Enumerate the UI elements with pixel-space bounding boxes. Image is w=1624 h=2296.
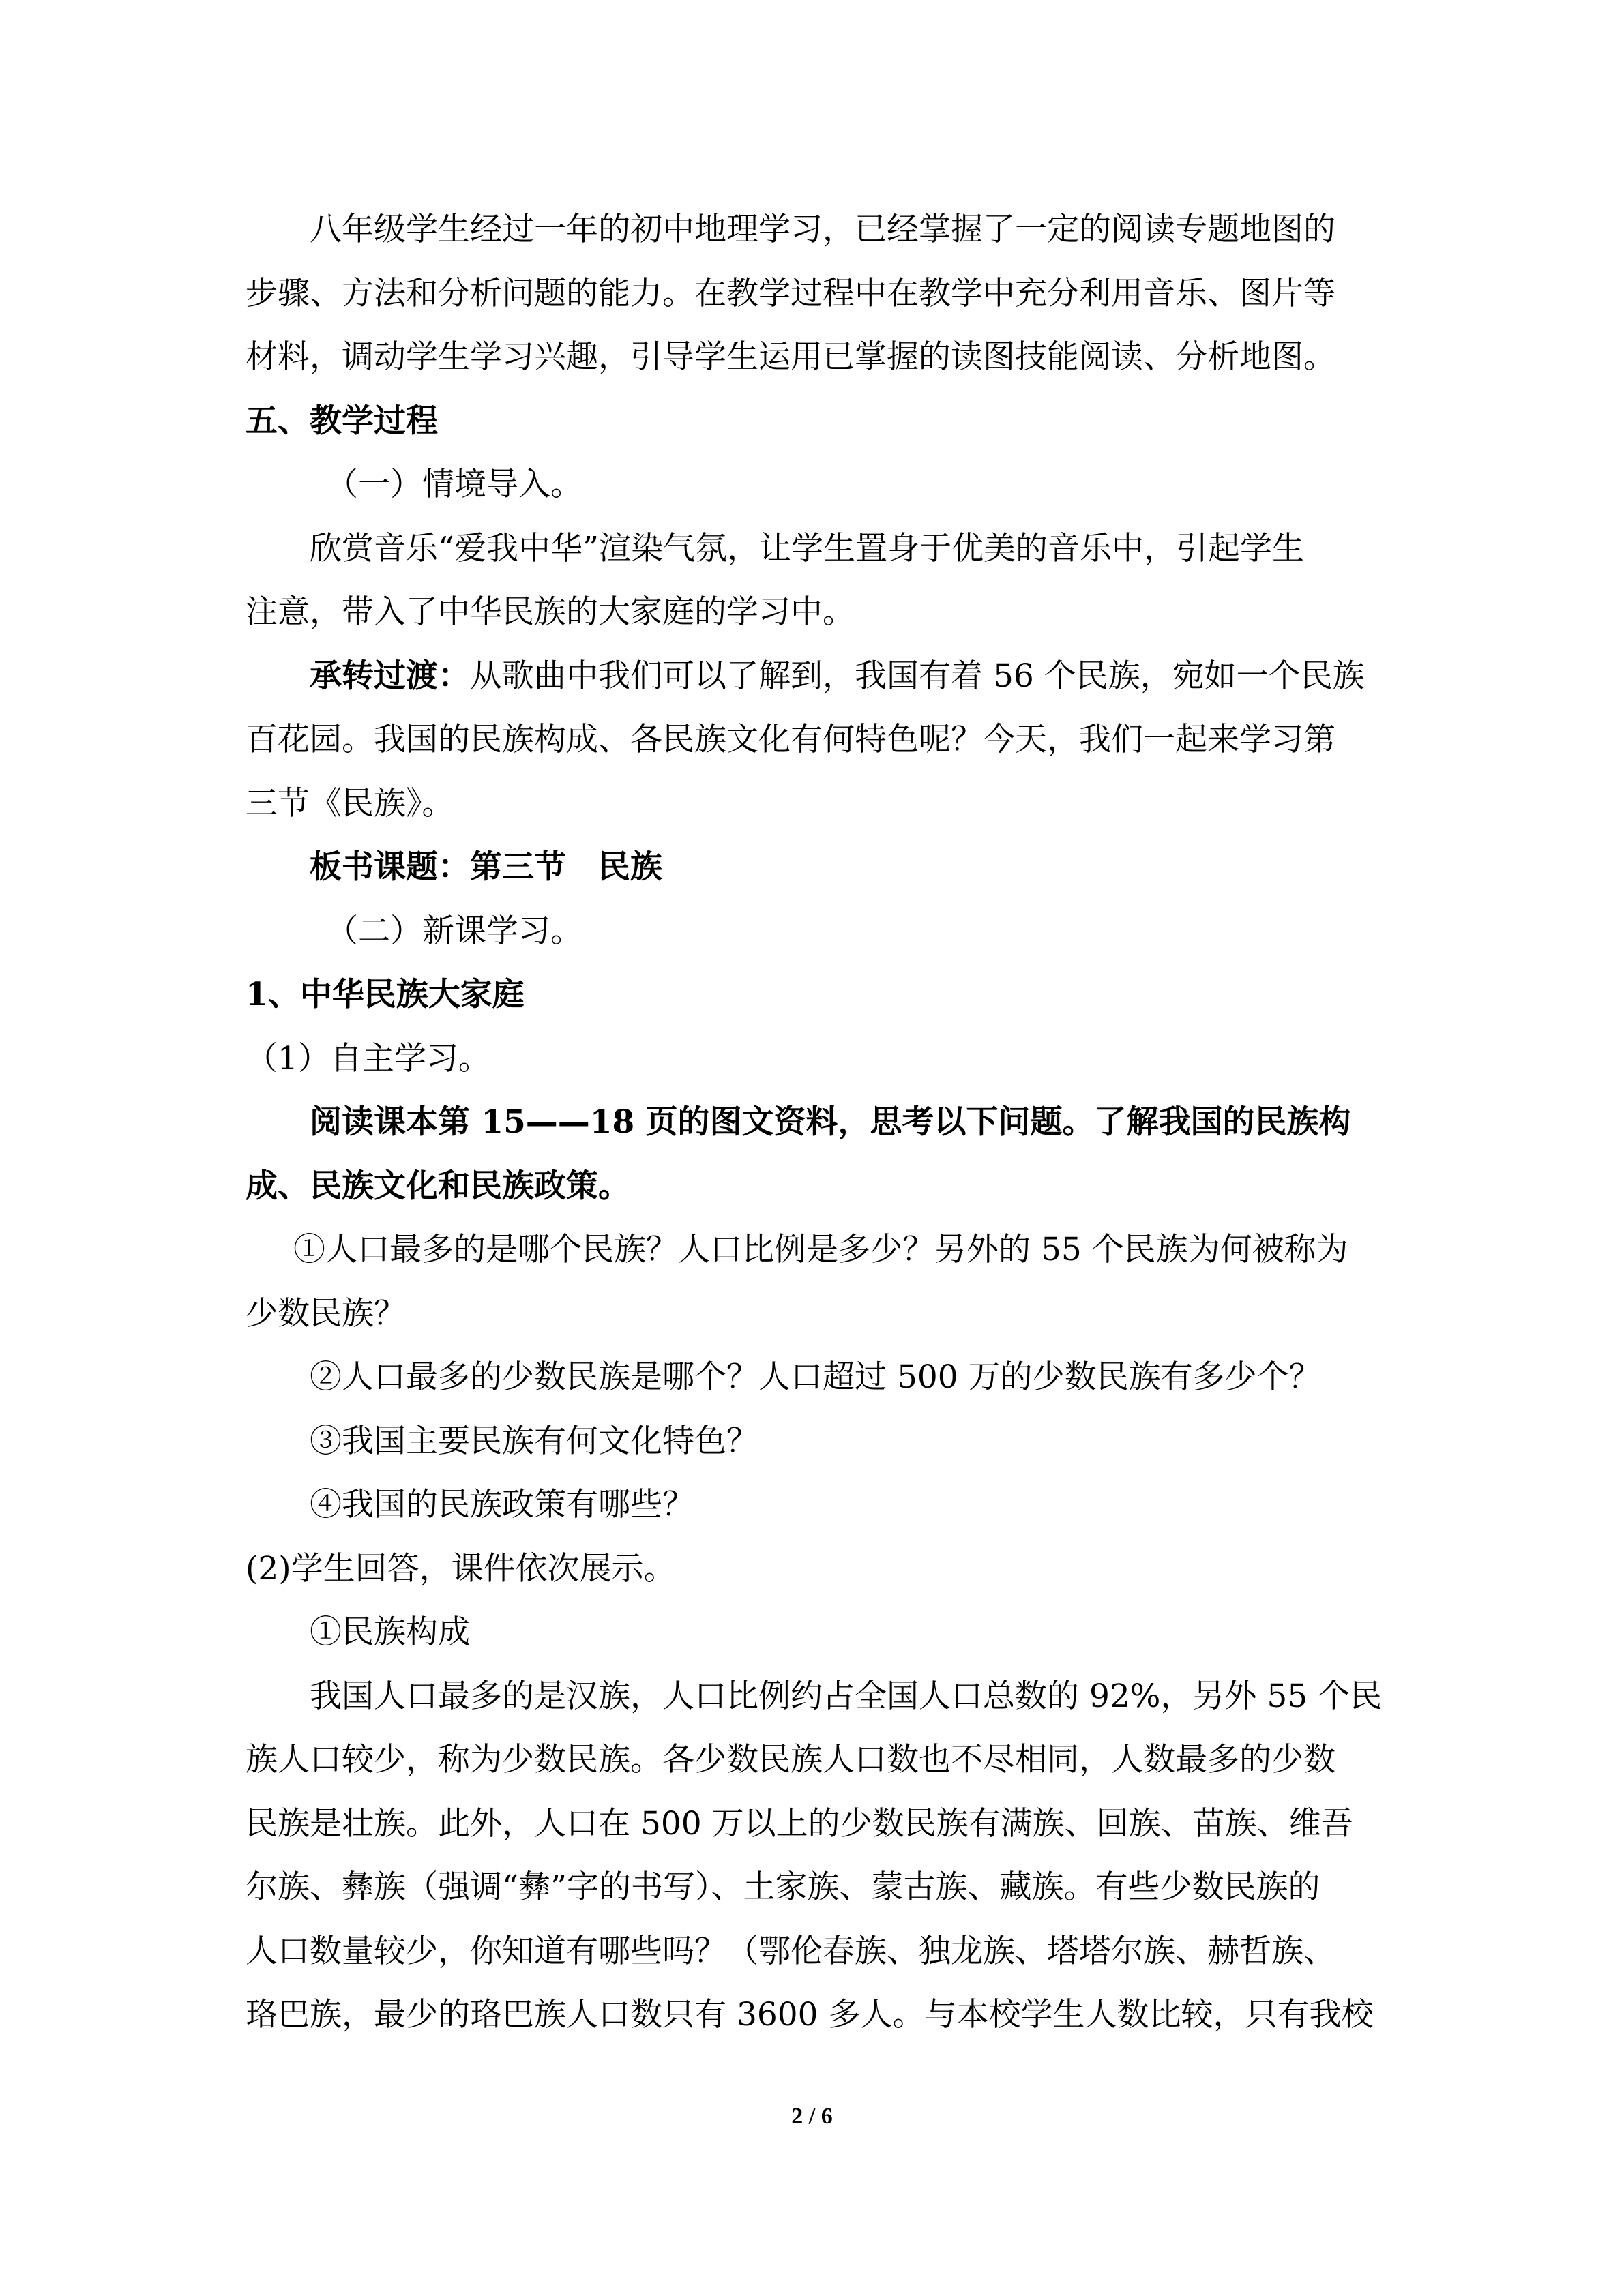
paragraph-line: 珞巴族，最少的珞巴族人口数只有 3600 多人。与本校学生人数比较，只有我校: [246, 1996, 1374, 2033]
step-label: (2)学生回答，课件依次展示。: [246, 1549, 676, 1587]
paragraph-line: 三节《民族》。: [246, 784, 454, 822]
section-heading: 五、教学过程: [246, 402, 438, 440]
transition-text: 从歌曲中我们可以了解到，我国有着 56 个民族，宛如一个民族: [470, 657, 1365, 695]
paragraph-line: 百花园。我国的民族构成、各民族文化有何特色呢？今天，我们一起来学习第: [246, 721, 1335, 758]
task-line: 阅读课本第 15——18 页的图文资料，思考以下问题。了解我国的民族构: [310, 1103, 1351, 1141]
paragraph-line: 我国人口最多的是汉族，人口比例约占全国人口总数的 92%，另外 55 个民: [310, 1677, 1383, 1715]
paragraph-line: 族人口较少，称为少数民族。各少数民族人口数也不尽相同，人数最多的少数: [246, 1741, 1335, 1778]
question-item: ③我国主要民族有何文化特色？: [310, 1422, 758, 1460]
paragraph-line: 欣赏音乐“爱我中华”渲染气氛，让学生置身于优美的音乐中，引起学生: [310, 529, 1305, 567]
task-line: 成、民族文化和民族政策。: [246, 1167, 630, 1205]
paragraph-line: [246, 644, 1378, 709]
paragraph-line: 八年级学生经过一年的初中地理学习，已经掌握了一定的阅读专题地图的: [310, 211, 1335, 248]
board-title: 板书课题：第三节 民族: [310, 848, 662, 886]
subtopic-label: ①民族构成: [310, 1613, 470, 1651]
page-number: 2 / 6: [791, 2104, 833, 2129]
question-item: 少数民族？: [246, 1294, 406, 1332]
topic-heading: 1、中华民族大家庭: [246, 976, 525, 1013]
subsection-heading: （二）新课学习。: [326, 912, 582, 950]
step-label: （1）自主学习。: [246, 1039, 490, 1077]
paragraph-line: 材料，调动学生学习兴趣，引导学生运用已掌握的读图技能阅读、分析地图。: [246, 338, 1335, 376]
subsection-heading: （一）情境导入。: [326, 466, 582, 503]
paragraph-line: 注意，带入了中华民族的大家庭的学习中。: [246, 593, 855, 631]
paragraph-line: 人口数量较少，你知道有哪些吗？（鄂伦春族、独龙族、塔塔尔族、赫哲族、: [246, 1932, 1335, 1970]
question-item: ②人口最多的少数民族是哪个？人口超过 500 万的少数民族有多少个？: [310, 1358, 1321, 1396]
paragraph-line: 步骤、方法和分析问题的能力。在教学过程中在教学中充分利用音乐、图片等: [246, 274, 1335, 312]
transition-label: 承转过渡：: [310, 657, 470, 695]
document-body: [246, 198, 1383, 2047]
paragraph-line: 尔族、彝族（强调“彝”字的书写）、土家族、蒙古族、藏族。有些少数民族的: [246, 1868, 1320, 1906]
paragraph-line: 民族是壮族。此外，人口在 500 万以上的少数民族有满族、回族、苗族、维吾: [246, 1804, 1353, 1843]
question-item: ④我国的民族政策有哪些？: [310, 1486, 694, 1523]
question-item: ①人口最多的是哪个民族？人口比例是多少？另外的 55 个民族为何被称为: [293, 1231, 1348, 1268]
